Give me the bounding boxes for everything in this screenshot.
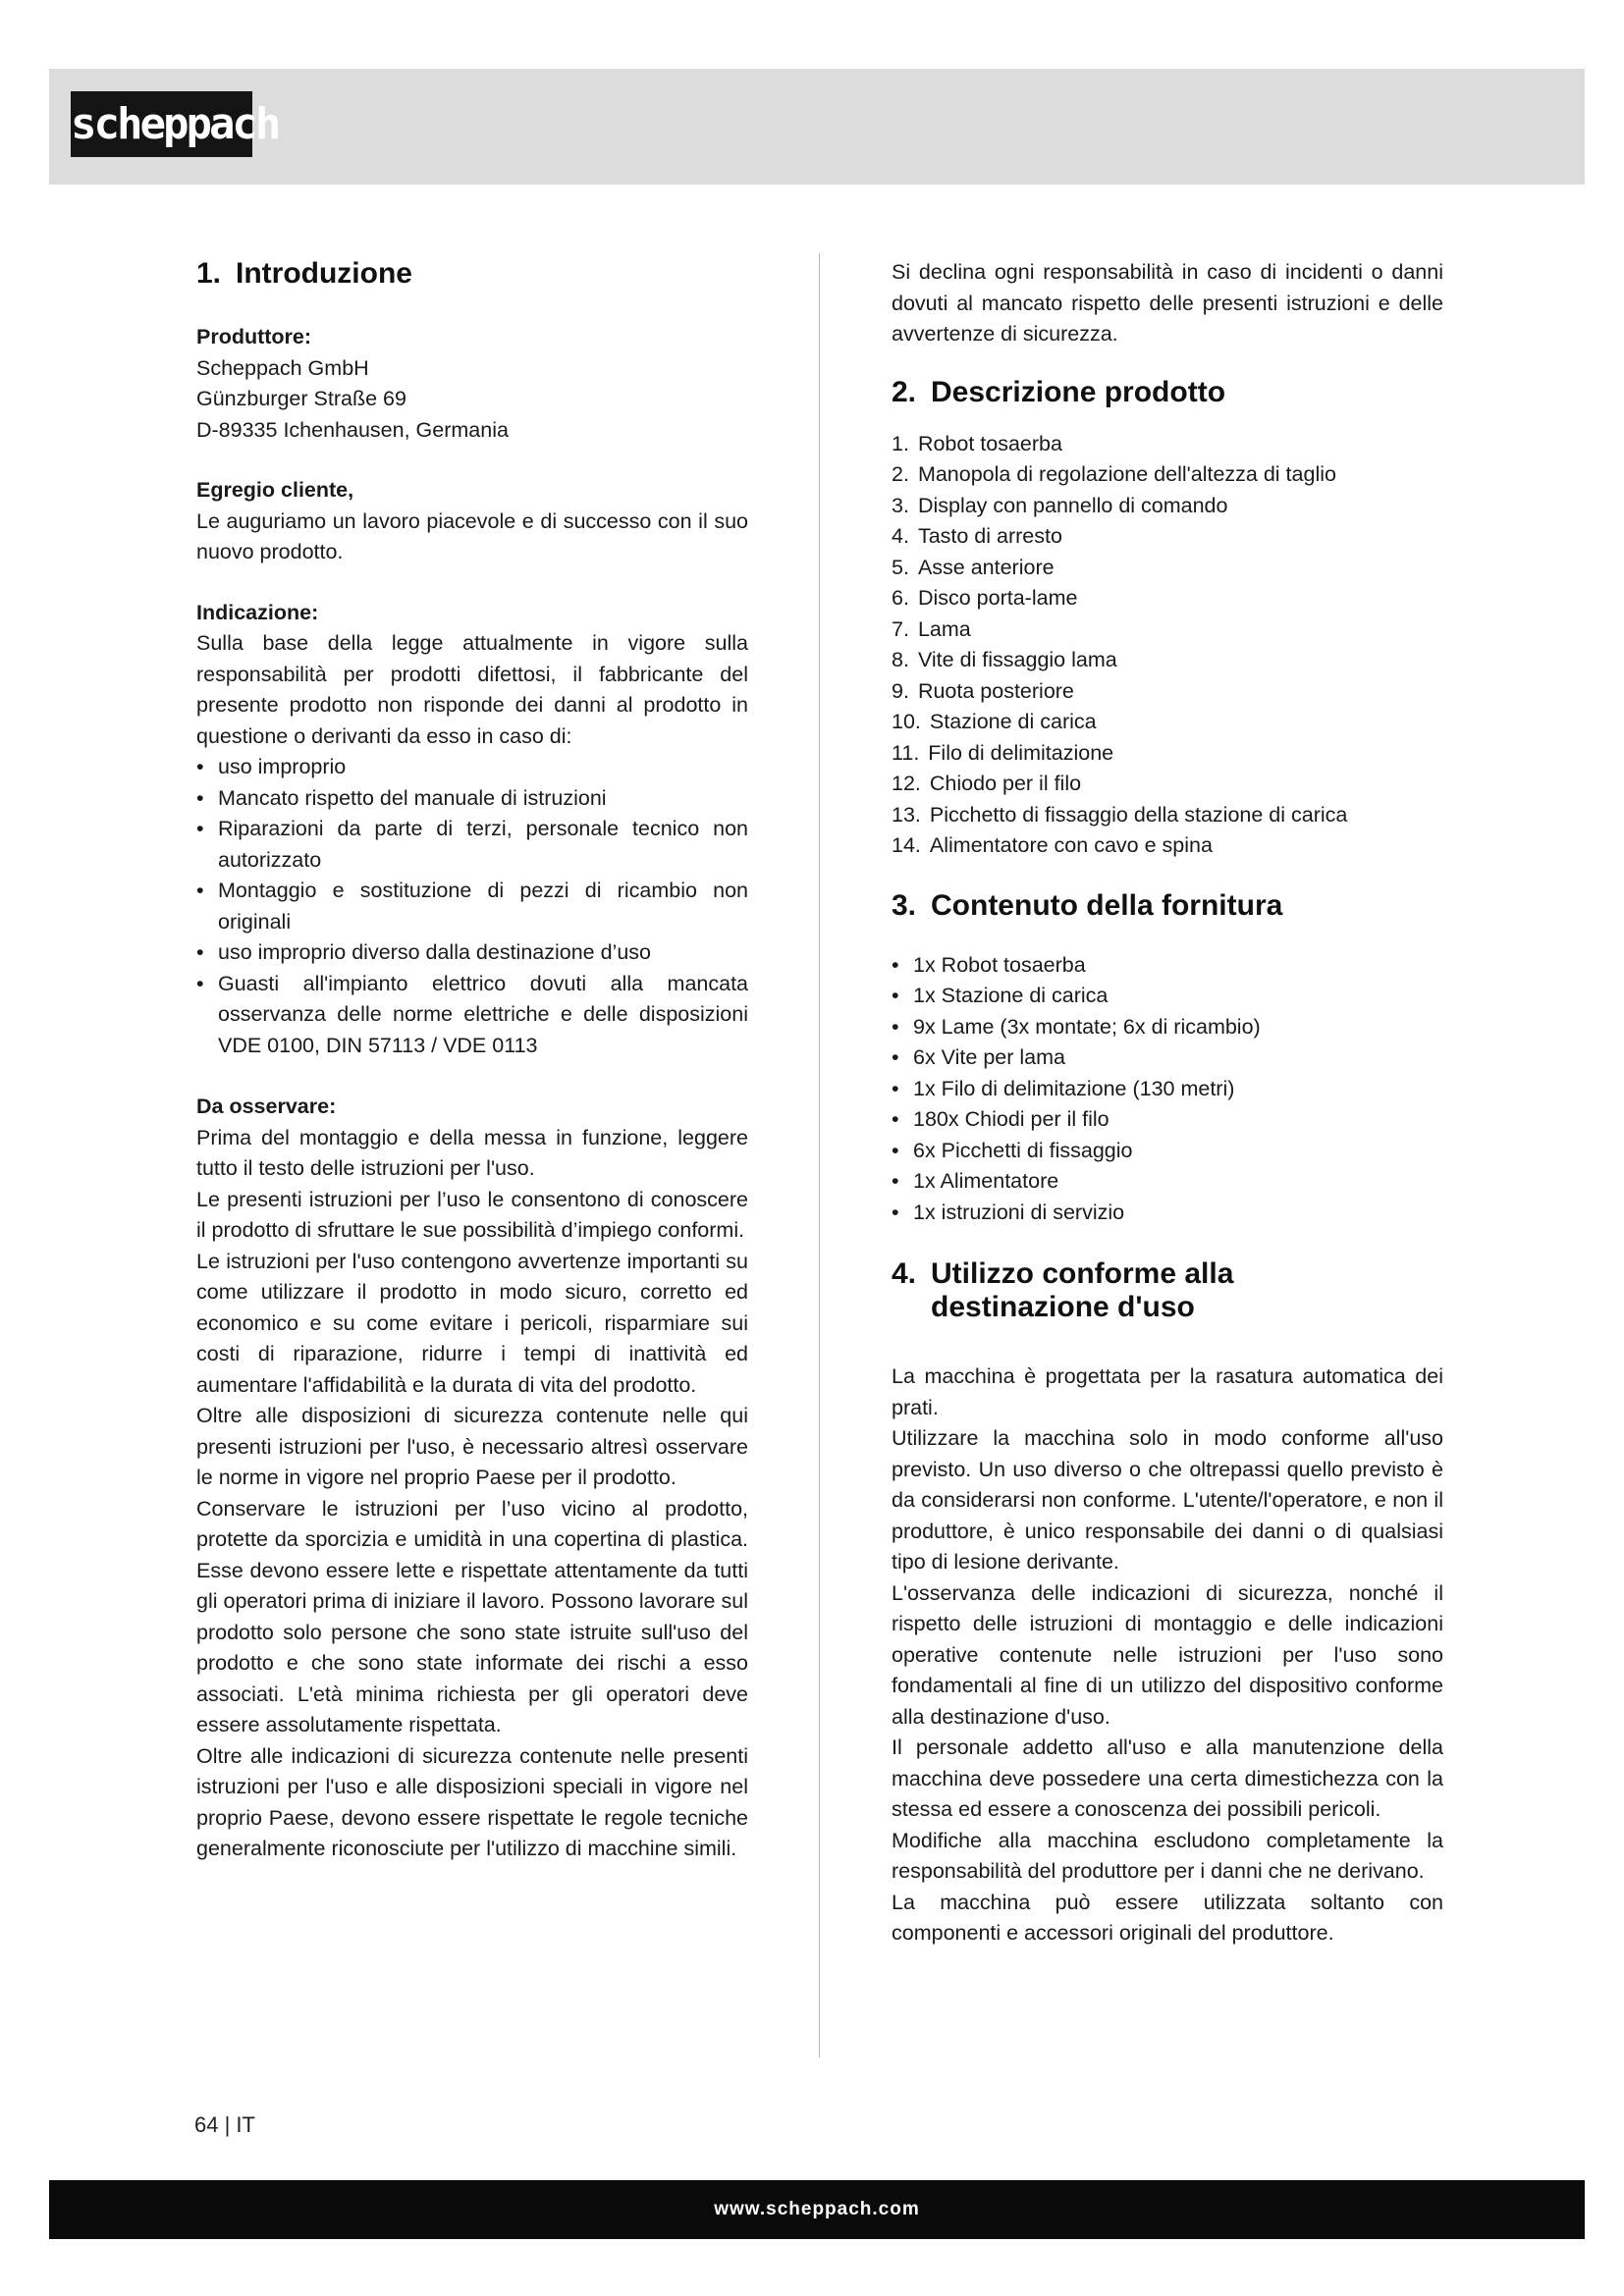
manufacturer-street: Günzburger Straße 69	[196, 387, 406, 410]
list-item: • Montaggio e sostituzione di pezzi di ricambio non originali	[196, 876, 748, 937]
list-item: 7. Lama	[892, 616, 971, 641]
column-divider	[819, 253, 820, 2057]
list-item: 4. Tasto di arresto	[892, 524, 1062, 548]
list-item: 14. Alimentatore con cavo e spina	[892, 833, 1213, 857]
section-4-heading	[892, 1257, 1402, 1324]
customer-heading: Egregio cliente,	[196, 478, 354, 502]
list-item: 10. Stazione di carica	[892, 710, 1097, 733]
use-paragraph: Utilizzare la macchina solo in modo conforme all'uso previsto. Un uso diverso o che oltrepassi quello previsto è da considerarsi non conforme. L'utente/l'operatore, e non il produttore, è unico responsabile dei danni o di qualsiasi tipo di lesione derivante.	[892, 1426, 1443, 1574]
list-item: • uso improprio	[196, 752, 748, 783]
list-item: • Mancato rispetto del manuale di istruzioni	[196, 783, 748, 815]
observe-paragraph: Conservare le istruzioni per l’uso vicino al prodotto, protette da sporcizia e umidità in una copertina di plastica. Esse devono essere lette e rispettate attentamente da tutti gli operatori prima di iniziare il lavoro. Possono lavorare sul prodotto solo persone che sono state istruite sull'uso del prodotto e che sono state informate dei rischi a esso associati. L'età minima richiesta per gli operatori deve essere assolutamente rispettata.	[196, 1496, 748, 1736]
observe-paragraph: Prima del montaggio e della messa in funzione, leggere tutto il testo delle istruzioni per l'uso.	[196, 1125, 748, 1180]
section-3-number: 3.	[892, 888, 917, 922]
section-1-title: Introduzione	[236, 257, 412, 290]
scheppach-logo: scheppach	[71, 91, 252, 157]
use-paragraph: L'osservanza delle indicazioni di sicurezza, nonché il rispetto delle istruzioni di montaggio e delle indicazioni operative contenute nelle istruzioni per l'uso sono fondamentali al fine di un utilizzo del dispositivo conforme alla destinazione d'uso.	[892, 1580, 1443, 1729]
manufacturer-name: Scheppach GmbH	[196, 355, 369, 380]
list-item: • 1x Filo di delimitazione (130 metri)	[892, 1074, 1443, 1105]
list-item: • 1x Robot tosaerba	[892, 950, 1443, 982]
observe-paragraph: Le istruzioni per l'uso contengono avvertenze importanti su come utilizzare il prodotto in modo sicuro, corretto ed economico e su come evitare i pericoli, risparmiare sui costi di riparazione, ridurre i tempi di inattività ed aumentare l'affidabilità e la durata di vita del prodotto.	[196, 1249, 748, 1397]
page-number: 64 | IT	[194, 2112, 255, 2137]
list-item: • 1x istruzioni di servizio	[892, 1198, 1443, 1229]
section-4-number: 4.	[892, 1257, 917, 1290]
manufacturer-city: D-89335 Ichenhausen, Germania	[196, 417, 509, 442]
liability-list	[196, 752, 748, 1061]
list-item: • 9x Lame (3x montate; 6x di ricambio)	[892, 1012, 1443, 1043]
section-2-number: 2.	[892, 375, 917, 408]
list-item: • Guasti all'impianto elettrico dovuti alla mancata osservanza delle norme elettriche e delle disposizioni VDE 0100, DIN 57113 / VDE 0113	[196, 969, 748, 1062]
use-paragraph: La macchina è progettata per la rasatura automatica dei prati.	[892, 1364, 1443, 1419]
list-item: • 6x Vite per lama	[892, 1042, 1443, 1074]
list-item: 5. Asse anteriore	[892, 555, 1055, 579]
list-item: 6. Disco porta-lame	[892, 586, 1078, 610]
list-item: 8. Vite di fissaggio lama	[892, 648, 1117, 671]
note-heading: Indicazione:	[196, 600, 319, 624]
list-item: 11. Filo di delimitazione	[892, 740, 1114, 765]
delivery-contents-list	[892, 950, 1443, 1229]
left-column	[196, 257, 748, 1865]
observe-paragraph: Oltre alle disposizioni di sicurezza contenute nelle qui presenti istruzioni per l'uso, è necessario altresì osservare le norme in vigore nel proprio Paese per il prodotto.	[196, 1404, 748, 1489]
list-item: 12. Chiodo per il filo	[892, 772, 1082, 795]
section-3-heading	[892, 889, 1443, 923]
list-item: • 1x Alimentatore	[892, 1166, 1443, 1198]
use-paragraph: Modifiche alla macchina escludono completamente la responsabilità del produttore per i danni che ne derivano.	[892, 1828, 1443, 1883]
list-item: 2. Manopola di regolazione dell'altezza di taglio	[892, 462, 1336, 486]
disclaimer-text: Si declina ogni responsabilità in caso di incidenti o danni dovuti al mancato rispetto delle presenti istruzioni e delle avvertenze di sicurezza.	[892, 260, 1443, 346]
parts-list	[892, 429, 1443, 862]
section-4-title: Utilizzo conforme alla destinazione d'uso	[931, 1257, 1234, 1323]
list-item: 1. Robot tosaerba	[892, 431, 1062, 455]
observe-paragraph: Le presenti istruzioni per l’uso le consentono di conoscere il prodotto di sfruttare le sue possibilità d’impiego conformi.	[196, 1187, 748, 1242]
list-item: 3. Display con pannello di comando	[892, 493, 1228, 517]
list-item: • 180x Chiodi per il filo	[892, 1104, 1443, 1136]
list-item: • 1x Stazione di carica	[892, 981, 1443, 1012]
website-link[interactable]: www.scheppach.com	[714, 2199, 920, 2219]
observe-heading: Da osservare:	[196, 1095, 337, 1118]
list-item: • uso improprio diverso dalla destinazione d’uso	[196, 937, 748, 969]
page-header	[49, 69, 1585, 185]
list-item: • Riparazioni da parte di terzi, personale tecnico non autorizzato	[196, 814, 748, 876]
section-2-heading	[892, 376, 1443, 409]
section-3-title: Contenuto della fornitura	[931, 888, 1283, 922]
observe-paragraph: Oltre alle indicazioni di sicurezza contenute nelle presenti istruzioni per l'uso e alle disposizioni speciali in vigore nel proprio Paese, devono essere rispettate le regole tecniche generalmente riconosciute per l'utilizzo di macchine simili.	[196, 1743, 748, 1860]
section-2-title: Descrizione prodotto	[931, 375, 1226, 408]
list-item: 9. Ruota posteriore	[892, 678, 1074, 703]
footer-bar	[49, 2180, 1585, 2239]
section-1-heading	[196, 257, 748, 291]
section-1-number: 1.	[196, 257, 222, 290]
intended-use-text	[892, 1362, 1443, 1949]
list-item: 13. Picchetto di fissaggio della stazione di carica	[892, 802, 1348, 827]
customer-text: Le auguriamo un lavoro piacevole e di successo con il suo nuovo prodotto.	[196, 508, 748, 563]
use-paragraph: Il personale addetto all'uso e alla manutenzione della macchina deve possedere una certa dimestichezza con la stessa ed essere a conoscenza dei possibili pericoli.	[892, 1735, 1443, 1821]
right-column	[892, 257, 1443, 1949]
use-paragraph: La macchina può essere utilizzata soltanto con componenti e accessori originali del produttore.	[892, 1890, 1443, 1945]
manufacturer-heading: Produttore:	[196, 325, 312, 348]
note-text: Sulla base della legge attualmente in vigore sulla responsabilità per prodotti difettosi, il fabbricante del presente prodotto non risponde dei danni al prodotto in questione o derivanti da esso in caso di:	[196, 631, 748, 748]
list-item: • 6x Picchetti di fissaggio	[892, 1136, 1443, 1167]
